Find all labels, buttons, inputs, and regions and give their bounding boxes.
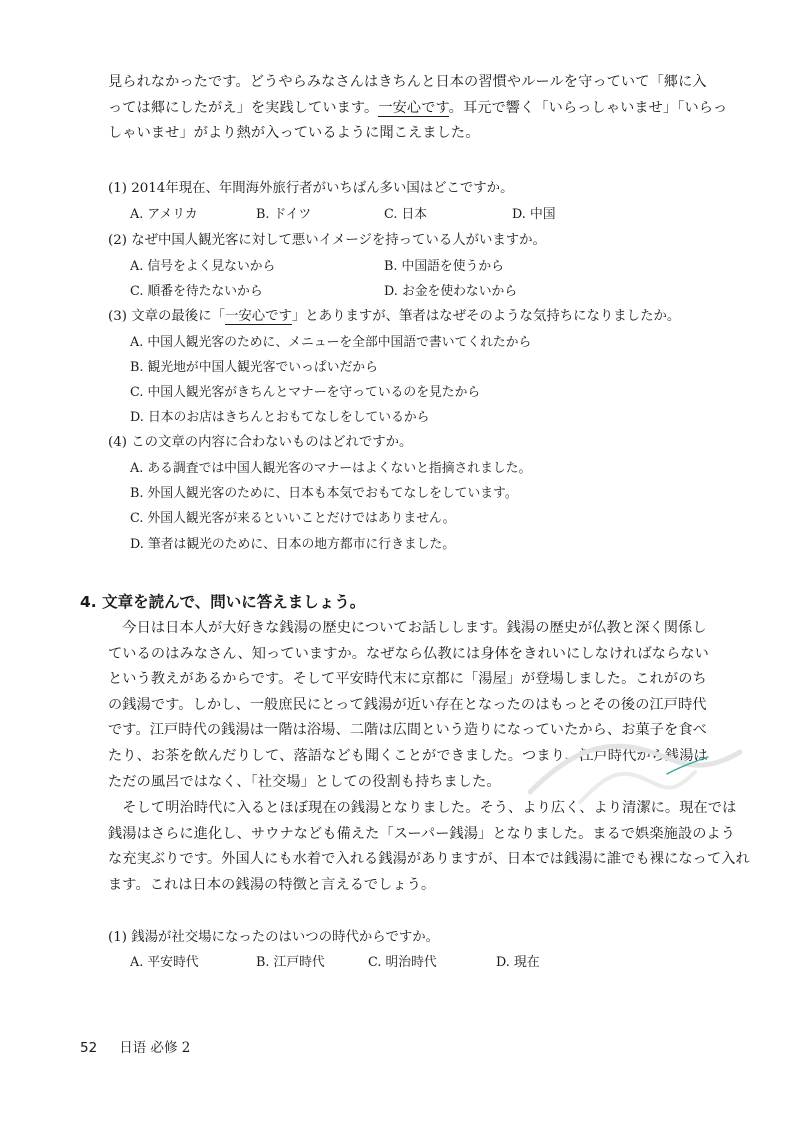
- question-1: [108, 179, 513, 199]
- question-text: この文章の内容に合わないものはどれですか。: [131, 435, 413, 450]
- paragraph-line: ます。これは日本の銭湯の特徴と言えるでしょう。: [108, 876, 436, 893]
- paragraph-line: という教えがあるからです。そして平安時代末に京都に「湯屋」が登場しました。これがのち: [108, 671, 707, 688]
- question-text: 文章の最後に「: [131, 309, 225, 324]
- question-label: (3): [108, 309, 127, 324]
- question-4: [108, 433, 412, 453]
- option-c: C. 順番を待たないから: [130, 284, 263, 299]
- option-c: C. 日本: [384, 207, 428, 222]
- paragraph-line: ただの風呂ではなく、「社交場」としての役割も持ちました。: [108, 773, 501, 790]
- option-c: C. 外国人観光客が来るといいことだけではありません。: [130, 511, 456, 526]
- underlined-phrase: 一安心です: [378, 99, 449, 116]
- passage-line: しゃいませ」がより熱が入っているように聞こえました。: [108, 125, 480, 142]
- option-b: B. 江戸時代: [256, 955, 325, 970]
- passage-line: [108, 96, 728, 122]
- top-passage: [108, 70, 728, 147]
- underlined-phrase: 一安心です: [224, 309, 292, 324]
- paragraph-line: ているのはみなさん、知っていますか。なぜなら仏教には身体をきれいにしなければならない: [108, 645, 709, 662]
- paragraph-line: 銭湯はさらに進化し、サウナなども備えた「スーパー銭湯」となりました。まるで娯楽施設のよう: [108, 825, 736, 842]
- passage-text: っては郷にしたがえ」を実践しています。: [108, 99, 379, 116]
- question-3: [108, 307, 680, 327]
- option-a: A. アメリカ: [130, 207, 198, 222]
- paragraph-line: 今日は日本人が大好きな銭湯の歴史についてお話しします。銭湯の歴史が仏教と深く関係し: [108, 620, 707, 636]
- passage-text: 。: [448, 99, 463, 116]
- paragraph-line: そして明治時代に入るとほぼ現在の銭湯となりました。そう、より広く、より清潔に。現在では: [108, 800, 737, 816]
- option-a: A. 平安時代: [130, 955, 199, 970]
- question-label: (2): [108, 233, 127, 248]
- question-label: (4): [108, 435, 127, 450]
- page-number: 52: [80, 1040, 98, 1056]
- question-text: 2014年現在、年間海外旅行者がいちばん多い国はどこですか。: [131, 181, 514, 196]
- option-d: D. 中国: [512, 207, 556, 222]
- option-d: D. 日本のお店はきちんとおもてなしをしているから: [130, 410, 430, 425]
- option-b: B. ドイツ: [256, 207, 312, 222]
- option-b: B. 中国語を使うから: [384, 259, 504, 274]
- page-footer: [80, 1038, 190, 1058]
- question-label: (1): [108, 181, 127, 196]
- option-d: D. お金を使わないから: [384, 284, 518, 299]
- option-a: A. 中国人観光客のために、メニューを全部中国語で書いてくれたから: [130, 335, 532, 350]
- option-b: B. 外国人観光客のために、日本も本気でおもてなしをしています。: [130, 486, 518, 501]
- option-a: A. ある調査では中国人観光客のマナーはよくないと指摘されました。: [130, 461, 532, 476]
- option-c: C. 明治時代: [368, 955, 437, 970]
- section-title: 4. 文章を読んで、問いに答えましょう。: [80, 593, 366, 611]
- section4-question-1: (1) 銭湯が社交場になったのはいつの時代からですか。: [108, 930, 440, 945]
- paragraph-line: な充実ぶりです。外国人にも水着で入れる銭湯がありますが、日本では銭湯に誰でも裸になって入れ: [108, 851, 750, 868]
- pen-mark: [664, 754, 712, 778]
- paragraph-line: です。江戸時代の銭湯は一階は浴場、二階は広間という造りになっていたから、お菓子を食べ: [108, 722, 707, 739]
- book-title: 日语 必修 2: [119, 1040, 191, 1056]
- option-a: A. 信号をよく見ないから: [130, 259, 276, 274]
- question-2: [108, 231, 546, 251]
- paragraph-line: の銭湯です。しかし、一般庶民にとって銭湯が近い存在となったのはもっとその後の江戸時代: [108, 696, 707, 713]
- option-d: D. 筆者は観光のために、日本の地方都市に行きました。: [130, 537, 456, 552]
- watermark-seal: [520, 722, 750, 812]
- passage-text: 耳元で響く「いらっしゃいませ」「いらっ: [462, 99, 728, 116]
- question-text: 」とありますが、筆者はなぜそのような気持ちになりましたか。: [291, 309, 681, 324]
- question-text: なぜ中国人観光客に対して悪いイメージを持っている人がいますか。: [131, 233, 546, 248]
- option-c: C. 中国人観光客がきちんとマナーを守っているのを見たから: [130, 385, 481, 400]
- option-b: B. 観光地が中国人観光客でいっぱいだから: [130, 360, 378, 375]
- option-d: D. 現在: [496, 955, 540, 970]
- paragraph-line: たり、お茶を飲んだりして、落語なども聞くことができました。つまり、江戸時代から銭湯は: [108, 747, 708, 764]
- passage-line: 見られなかったです。どうやらみなさんはきちんと日本の習慣やルールを守っていて「郷に入: [108, 74, 707, 90]
